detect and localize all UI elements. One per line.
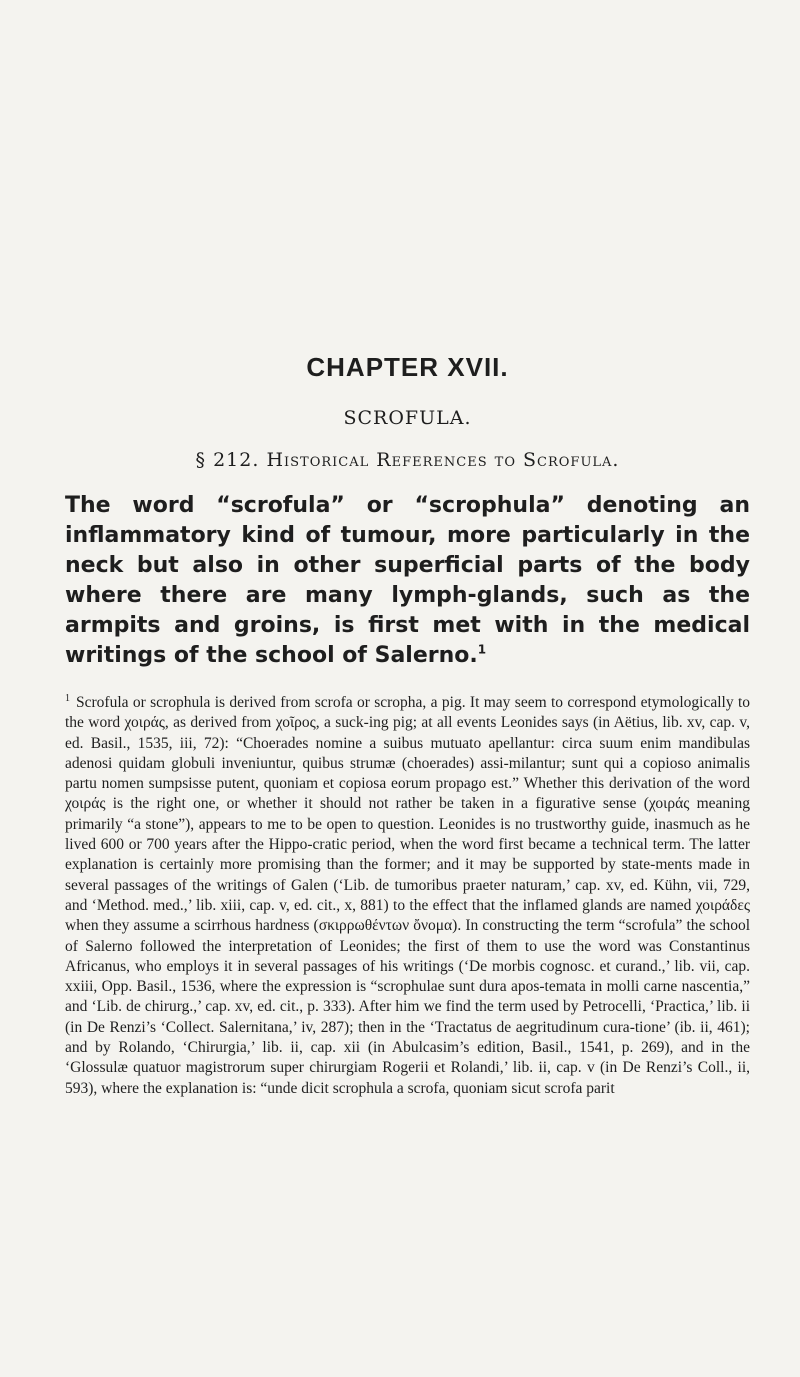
body-paragraph-text: The word “scrofula” or “scrophula” denoting an inflammatory kind of tumour, more particularly in the neck but also in other superficial parts of the body where there are many lymph-glands, such as the armpits and groins, is first met with in the medical writings of the school of Salerno. <box>65 493 750 668</box>
section-heading <box>65 449 750 471</box>
footnote-number: 1 <box>65 692 70 704</box>
footnote-text: Scrofula or scrophula is derived from scrofa or scropha, a pig. It may seem to correspond etymologically to the word χοιράς, as derived from χοῖρος, a suck-ing pig; at all events Leonides says (in Aëtius, lib. xv, cap. v, ed. Basil., 1535, iii, 72): “Choerades nomine a suibus mutuato apellantur: circa suum enim mandibulas adenosi quidam globuli inveniuntur, quibus strumæ (choerades) assi-milantur; sunt qui a copioso animalis partu nomen sumpsisse putent, quoniam et copiosa eorum propago est.” Whether this derivation of the word χοιράς is the right one, or whether it should not rather be taken in a figurative sense (χοιράς meaning primarily “a stone”), appears to me to be open to question. Leonides is no trustworthy guide, inasmuch as he lived 600 or 700 years after the Hippo-cratic period, when the word first became a technical term. The latter explanation is certainly more promising than the former; and it may be supported by state-ments made in several passages of the writings of Galen (‘Lib. de tumoribus praeter naturam,’ cap. xv, ed. Kühn, vii, 729, and ‘Method. med.,’ lib. xiii, cap. v, ed. cit., x, 881) to the effect that the inflamed glands are named χοιράδες when they assume a scirrhous hardness (σκιρρωθέντων ὄνομα). In constructing the term “scrofula” the school of Salerno followed the interpretation of Leonides; the first of them to use the word was Constantinus Africanus, who employs it in several passages of his writings (‘De morbis cognosc. et curand.,’ lib. vii, cap. xxiii, Opp. Basil., 1536, where the expression is “scrophulae sunt dura apos-temata in molli carne nascentia,” and ‘Lib. de chirurg.,’ cap. xv, ed. cit., p. 333). After him we find the term used by Petrocelli, ‘Practica,’ lib. ii (in De Renzi’s ‘Collect. Salernitana,’ iv, 287); then in the ‘Tractatus de aegritudinum cura-tione’ (ib. ii, 461); and by Rolando, ‘Chirurgia,’ lib. ii, cap. xii (in Abulcasim’s edition, Basil., 1541, p. 269), and in the ‘Glossulæ quatuor magistrorum super chirurgiam Rogerii et Rolandi,’ lib. ii, cap. v (in De Renzi’s Coll., ii, 593), where the explanation is: “unde dicit scrophula a scrofa, quoniam sicut scrofa parit <box>65 694 750 1097</box>
footnote <box>65 693 750 1099</box>
footnote-marker: 1 <box>477 642 487 657</box>
section-title: Historical References to Scrofula. <box>266 449 620 471</box>
chapter-subject: SCROFULA. <box>343 407 472 429</box>
chapter-title: CHAPTER XVII. <box>306 352 509 382</box>
body-paragraph <box>65 491 750 671</box>
section-number: § 212. <box>195 449 260 471</box>
